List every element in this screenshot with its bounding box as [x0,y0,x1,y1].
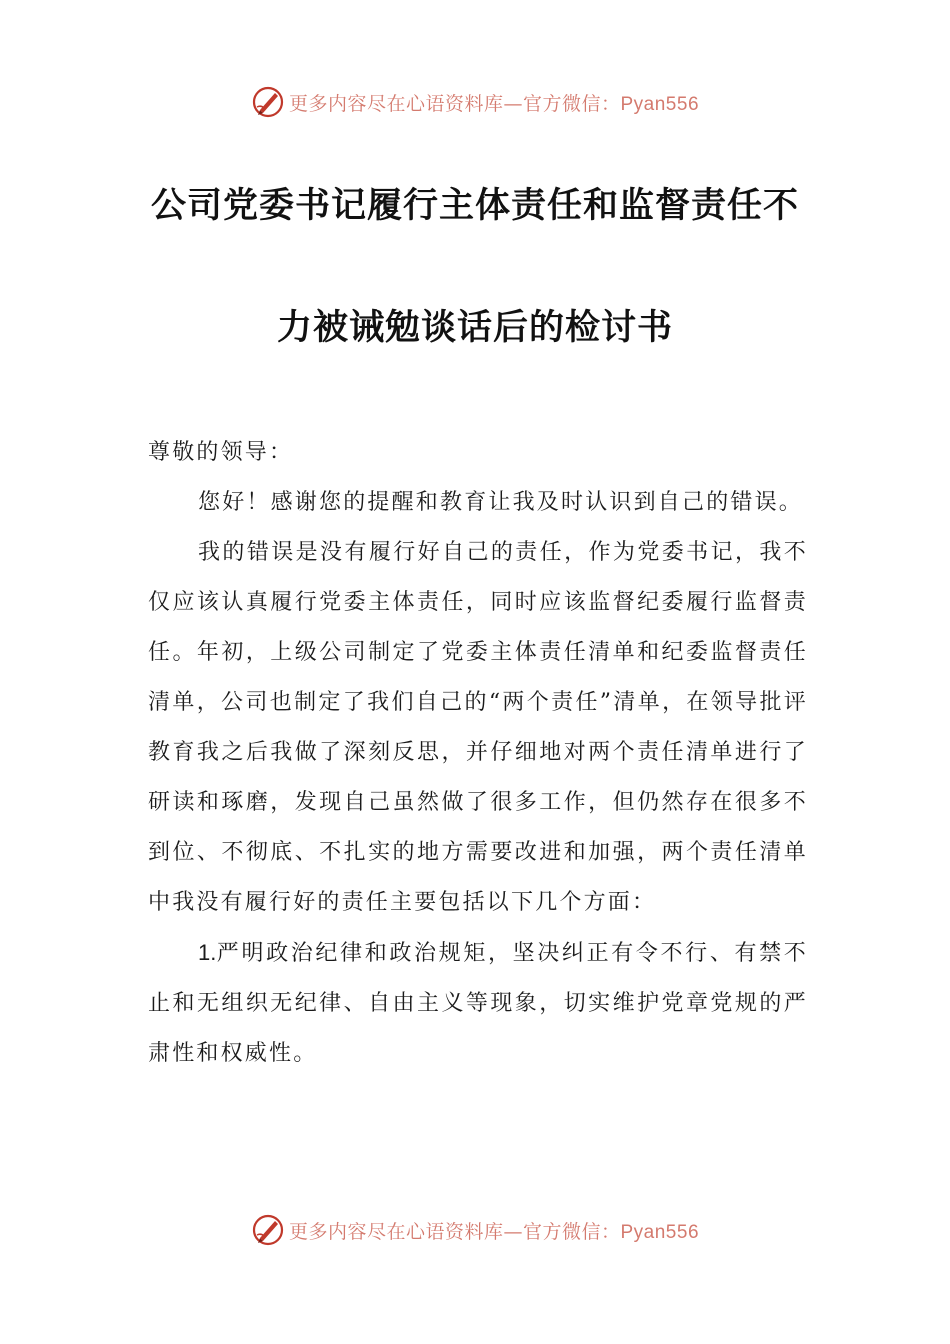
header-banner [0,80,950,124]
list-item-1 [148,928,808,1079]
header-banner-text: 更多内容尽在心语资料库—官方微信：Pyan556 [288,92,700,115]
wechat-account: Pyan556 [620,1221,700,1243]
pen-logo-icon [251,1213,285,1247]
paragraph: 您好！感谢您的提醒和教育让我及时认识到自己的错误。 [198,490,804,515]
pen-logo-icon [251,85,285,119]
document-title-line2: 力被诫勉谈话后的检讨书 [276,308,673,348]
list-item-number: 1. [198,940,217,965]
wechat-account: Pyan556 [620,93,700,115]
document-body [148,428,808,1079]
footer-banner [0,1208,950,1252]
footer-banner-text: 更多内容尽在心语资料库—官方微信：Pyan556 [288,1220,700,1243]
list-item-text: 严明政治纪律和政治规矩，坚决纠正有令不行、有禁不止和无组织无纪律、自由主义等现象，切实维护党章党规的严肃性和权威性。 [148,941,808,1066]
salutation: 尊敬的领导： [148,440,294,465]
paragraph: 我的错误是没有履行好自己的责任，作为党委书记，我不仅应该认真履行党委主体责任，同时应该监督纪委履行监督责任。年初，上级公司制定了党委主体责任清单和纪委监督责任清单，公司也制定了我们自己的“两个责任”清单，在领导批评教育我之后我做了深刻反思，并仔细地对两个责任清单进行了研读和琢磨，发现自己虽然做了很多工作，但仍然存在很多不到位、不彻底、不扎实的地方需要改进和加强，两个责任清单中我没有履行好的责任主要包括以下几个方面： [148,540,808,915]
document-title-line1: 公司党委书记履行主体责任和监督责任不 [150,186,799,226]
